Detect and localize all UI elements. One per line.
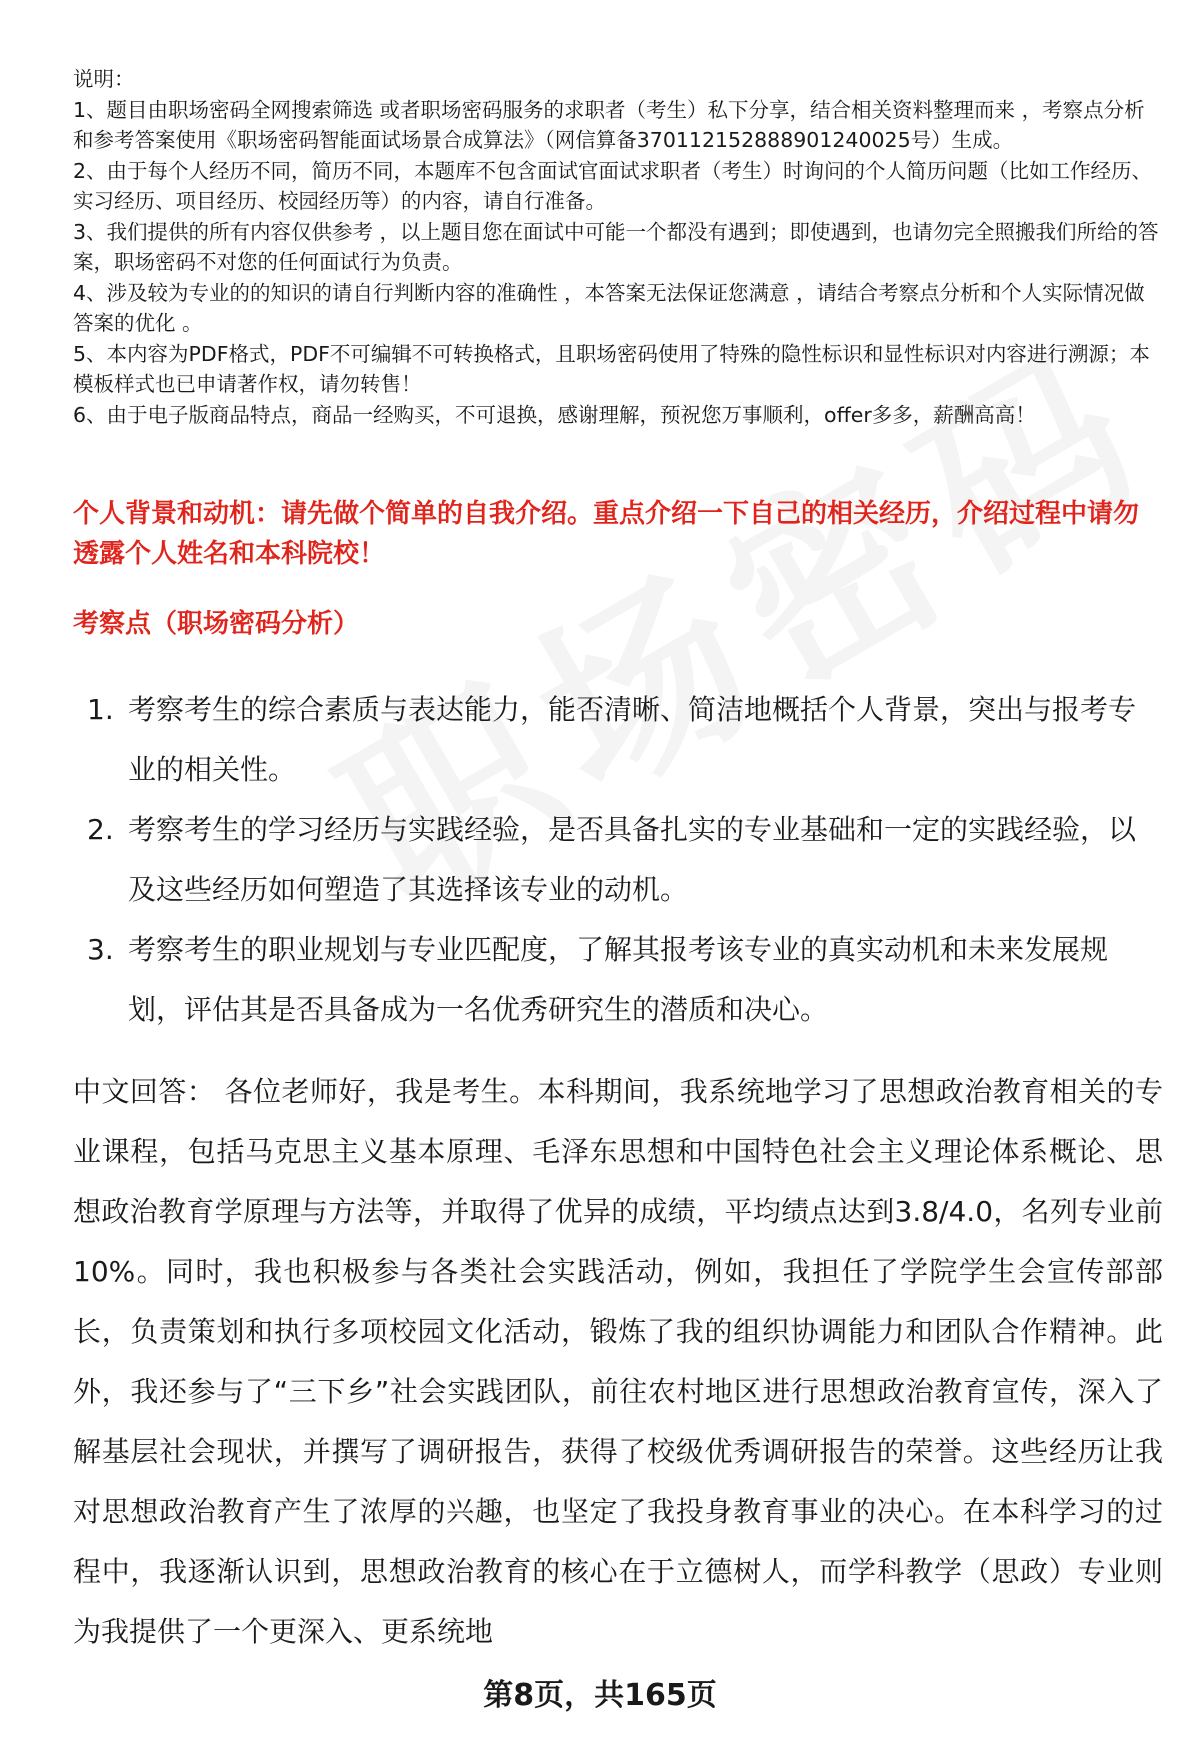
analysis-point (73, 800, 1163, 920)
point-number: 2. (87, 813, 114, 846)
point-text: 考察考生的学习经历与实践经验，是否具备扎实的专业基础和一定的实践经验，以及这些经历如何塑造了其选择该专业的动机。 (128, 813, 1137, 906)
point-number: 1. (87, 693, 114, 726)
analysis-points (73, 680, 1163, 1040)
page-number: 第8页，共165页 (483, 1678, 717, 1713)
answer-paragraph: 中文回答： 各位老师好，我是考生。本科期间，我系统地学习了思想政治教育相关的专业课程，包括马克思主义基本原理、毛泽东思想和中国特色社会主义理论体系概论、思想政治教育学原理与方法等，并取得了优异的成绩，平均绩点达到3.8/4.0，名列专业前10%。同时，我也积极参与各类社会实践活动，例如，我担任了学院学生会宣传部部长，负责策划和执行多项校园文化活动，锻炼了我的组织协调能力和团队合作精神。此外，我还参与了“三下乡”社会实践团队，前往农村地区进行思想政治教育宣传，深入了解基层社会现状，并撰写了调研报告，获得了校级优秀调研报告的荣誉。这些经历让我对思想政治教育产生了浓厚的兴趣，也坚定了我投身教育事业的决心。在本科学习的过程中，我逐渐认识到，思想政治教育的核心在于立德树人，而学科教学（思政）专业则为我提供了一个更深入、更系统地 (73, 1075, 1163, 1648)
analysis-title: 考察点（职场密码分析） (73, 609, 360, 639)
point-number: 3. (87, 933, 114, 966)
note-item: 2、由于每个人经历不同，简历不同，本题库不包含面试官面试求职者（考生）时询问的个人简历问题（比如工作经历、实习经历、项目经历、校园经历等）的内容，请自行准备。 (73, 158, 1153, 213)
note-item: 1、题目由职场密码全网搜索筛选 或者职场密码服务的求职者（考生）私下分享，结合相关资料整理而来 ，考察点分析和参考答案使用《职场密码智能面试场景合成算法》（网信算备370112152888901240025号）生成。 (73, 97, 1145, 152)
note-item: 5、本内容为PDF格式，PDF不可编辑不可转换格式，且职场密码使用了特殊的隐性标识和显性标识对内容进行溯源；本模板样式也已申请著作权，请勿转售！ (73, 341, 1150, 396)
note-item: 3、我们提供的所有内容仅供参考 ，以上题目您在面试中可能一个都没有遇到；即使遇到，也请勿完全照搬我们所给的答案，职场密码不对您的任何面试行为负责。 (73, 219, 1159, 274)
question-heading: 个人背景和动机：请先做个简单的自我介绍。重点介绍一下自己的相关经历，介绍过程中请勿透露个人姓名和本科院校！ (73, 499, 1140, 569)
point-text: 考察考生的综合素质与表达能力，能否清晰、简洁地概括个人背景，突出与报考专业的相关性。 (128, 693, 1137, 786)
notes-section (73, 64, 1163, 430)
point-text: 考察考生的职业规划与专业匹配度，了解其报考该专业的真实动机和未来发展规划，评估其是否具备成为一名优秀研究生的潜质和决心。 (128, 933, 1109, 1026)
analysis-point (73, 920, 1163, 1040)
note-item: 6、由于电子版商品特点，商品一经购买，不可退换，感谢理解，预祝您万事顺利，offer多多，薪酬高高！ (73, 402, 1036, 427)
notes-heading: 说明： (73, 67, 135, 91)
note-item: 4、涉及较为专业的的知识的请自行判断内容的准确性 ，本答案无法保证您满意 ，请结合考察点分析和个人实际情况做答案的优化 。 (73, 280, 1145, 335)
analysis-point (73, 680, 1163, 800)
